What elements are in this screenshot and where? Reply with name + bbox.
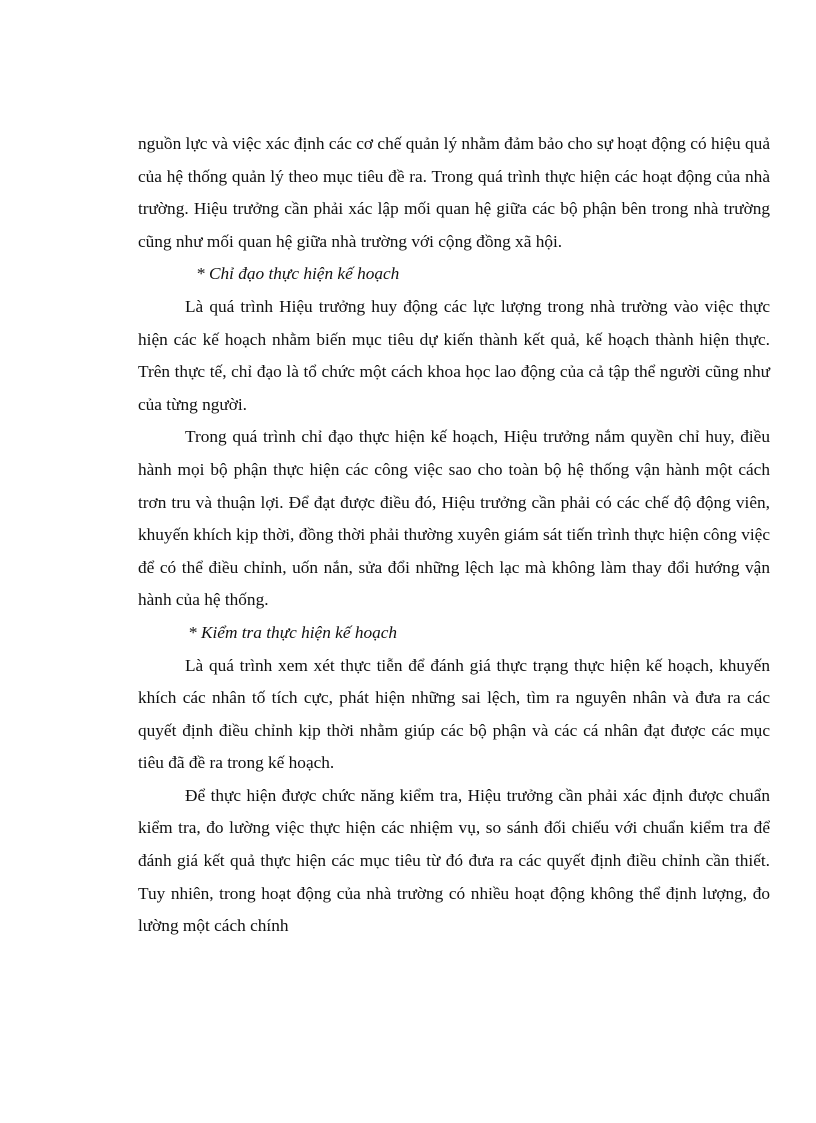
heading-directing-plan: * Chỉ đạo thực hiện kế hoạch bbox=[196, 264, 400, 284]
paragraph-inspecting-function: Để thực hiện được chức năng kiểm tra, Hiệu trưởng cần phải xác định được chuẩn kiểm tra, đo lường việc thực hiện các nhiệm vụ, so sánh đối chiếu với chuẩn kiểm tra để đánh giá kết quả thực hiện các mục tiêu từ đó đưa ra các quyết định điều chỉnh cần thiết. Tuy nhiên, trong hoạt động của nhà trường có nhiều hoạt động không thể định lượng, đo lường một cách chính bbox=[138, 785, 770, 936]
paragraph-directing-process: Trong quá trình chỉ đạo thực hiện kế hoạch, Hiệu trưởng nắm quyền chỉ huy, điều hành mọi bộ phận thực hiện các công việc sao cho toàn bộ hệ thống vận hành một cách trơn tru và thuận lợi. Để đạt được điều đó, Hiệu trưởng cần phải có các chế độ động viên, khuyến khích kịp thời, đồng thời phải thường xuyên giám sát tiến trình thực hiện công việc để có thể điều chỉnh, uốn nắn, sửa đổi những lệch lạc mà không làm thay đổi hướng vận hành của hệ thống. bbox=[138, 427, 770, 610]
paragraph-directing-definition: Là quá trình Hiệu trưởng huy động các lực lượng trong nhà trường vào việc thực hiện các kế hoạch nhằm biến mục tiêu dự kiến thành kết quả, kế hoạch thành hiện thực. Trên thực tế, chỉ đạo là tổ chức một cách khoa học lao động của cả tập thể người cũng như của từng người. bbox=[138, 296, 770, 414]
heading-inspecting-plan: * Kiểm tra thực hiện kế hoạch bbox=[188, 622, 398, 642]
paragraph-organizing-continued: nguồn lực và việc xác định các cơ chế quản lý nhằm đảm bảo cho sự hoạt động có hiệu quả của hệ thống quản lý theo mục tiêu đề ra. Trong quá trình thực hiện các hoạt động của nhà trường. Hiệu trưởng cần phải xác lập mối quan hệ giữa các bộ phận bên trong nhà trường cũng như mối quan hệ giữa nhà trường với cộng đồng xã hội. bbox=[138, 134, 770, 251]
paragraph-inspecting-definition: Là quá trình xem xét thực tiễn để đánh giá thực trạng thực hiện kế hoạch, khuyến khích các nhân tố tích cực, phát hiện những sai lệch, tìm ra nguyên nhân và đưa ra các quyết định điều chỉnh kịp thời nhằm giúp các bộ phận và các cá nhân đạt được các mục tiêu đã đề ra trong kế hoạch. bbox=[138, 655, 770, 773]
document-page bbox=[138, 128, 770, 943]
